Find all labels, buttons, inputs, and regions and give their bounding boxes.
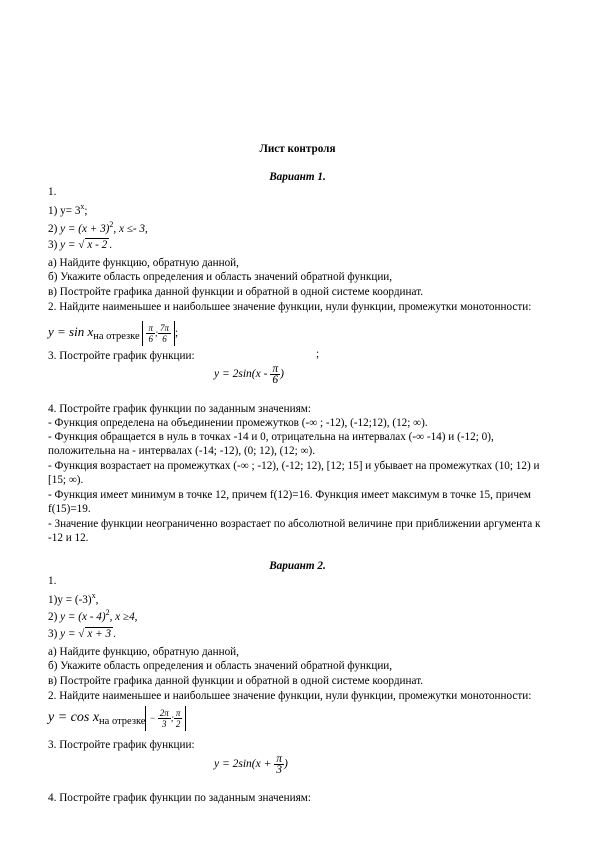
- v1-property-extrema-line1: - Функция имеет минимум в точке 12, причем f(12)=16. Функция имеет максимум в точке 15, причем: [48, 489, 531, 501]
- v1-task-c: в) Постройте графика данной функции и обратной в одной системе координат.: [48, 286, 424, 298]
- v1-property-zeros-line1: - Функция обращается в нуль в точках -14 и 0, отрицательна на интервалах (-∞ -14) и (-12; 0),: [48, 431, 494, 443]
- v1-property-extrema-line2: f(15)=19.: [48, 503, 91, 515]
- v1-function-3: 3) y = √ x - 2 .: [48, 239, 113, 251]
- v1-property-monotonic-line2: [15; ∞).: [48, 474, 84, 486]
- v2-task-3: 3. Постройте график функции:: [48, 739, 195, 751]
- v1-property-monotonic-line1: - Функция возрастает на промежутках (-∞ ; -12), (-12; 12), [12; 15] и убывает на промежутках (10; 12) и: [48, 460, 540, 472]
- v1-function-2: 2) $y = (x + 3)^2$, x ≤- 3,: [48, 220, 148, 235]
- v1-property-asymptote-line1: - Значение функции неограниченно возрастает по абсолютной величине при приближении аргумента к: [48, 518, 541, 530]
- v1-function-1: 1) $y= 3^x$;: [48, 202, 88, 217]
- v2-task-b: б) Укажите область определения и область значений обратной функции,: [48, 660, 393, 672]
- v2-function-2: 2) y = (x - 4)$^2$, x ≥4,: [48, 608, 138, 623]
- v1-task-2: 2. Найдите наименьшее и наибольшее значение функции, нули функции, промежутки монотонности:: [48, 301, 532, 313]
- v1-task-4: 4. Постройте график функции по заданным значениям:: [48, 403, 311, 415]
- v2-task-a: а) Найдите функцию, обратную данной,: [48, 646, 239, 658]
- page-title: Лист контроля: [259, 143, 336, 155]
- v1-property-asymptote-line2: -12 и 12.: [48, 532, 89, 544]
- v1-task-2-formula: y = sin xна отрезке $\frac{\pi}{6}$ ; $\frac{7\pi}{6}$ ;: [48, 322, 179, 344]
- v1-task-a: а) Найдите функцию, обратную данной,: [48, 257, 239, 269]
- v2-interval: − $\frac{2\pi}{3}$ ; $\frac{\pi}{2}$: [145, 706, 186, 731]
- v2-task-2: 2. Найдите наименьшее и наибольшее значение функции, нули функции, промежутки монотонности:: [48, 690, 532, 702]
- v2-function-3: 3) y = √ x + 3 .: [48, 628, 116, 640]
- variant-1-heading: Вариант 1.: [269, 171, 326, 183]
- v2-task-4: 4. Постройте график функции по заданным значениям:: [48, 792, 311, 804]
- v1-task-b: б) Укажите область определения и область значений обратной функции,: [48, 271, 393, 283]
- v2-task-1-number: 1.: [48, 575, 57, 587]
- v2-task-3-formula: y = 2sin(x + $\frac{\pi}{3}$ ): [214, 752, 288, 776]
- v1-task-1-number: 1.: [48, 186, 57, 198]
- variant-2-heading: Вариант 2.: [269, 560, 326, 572]
- v1-task-3-semicolon: ;: [316, 348, 320, 360]
- v2-task-c: в) Постройте графика данной функции и обратной в одной системе координат.: [48, 675, 424, 687]
- v1-property-domain: - Функция определена на объединении промежутков (-∞ ; -12), (-12;12), (12; ∞).: [48, 417, 428, 429]
- v1-task-3-formula: y = 2sin(x - $\frac{\pi}{6}$ ): [214, 362, 284, 386]
- v2-function-1: $1)y = (-3)^x$,: [48, 591, 99, 606]
- v2-task-2-formula: y = cos xна отрезке − $\frac{2\pi}{3}$ ; $\frac{\pi}{2}$: [48, 704, 186, 736]
- v1-property-zeros-line2: положительна на - интервалах (-14; -12), (0; 12), (12; ∞).: [48, 445, 315, 457]
- v1-task-3: 3. Постройте график функции:: [48, 350, 195, 362]
- v1-interval: $\frac{\pi}{6}$ ; $\frac{7\pi}{6}$: [142, 321, 175, 346]
